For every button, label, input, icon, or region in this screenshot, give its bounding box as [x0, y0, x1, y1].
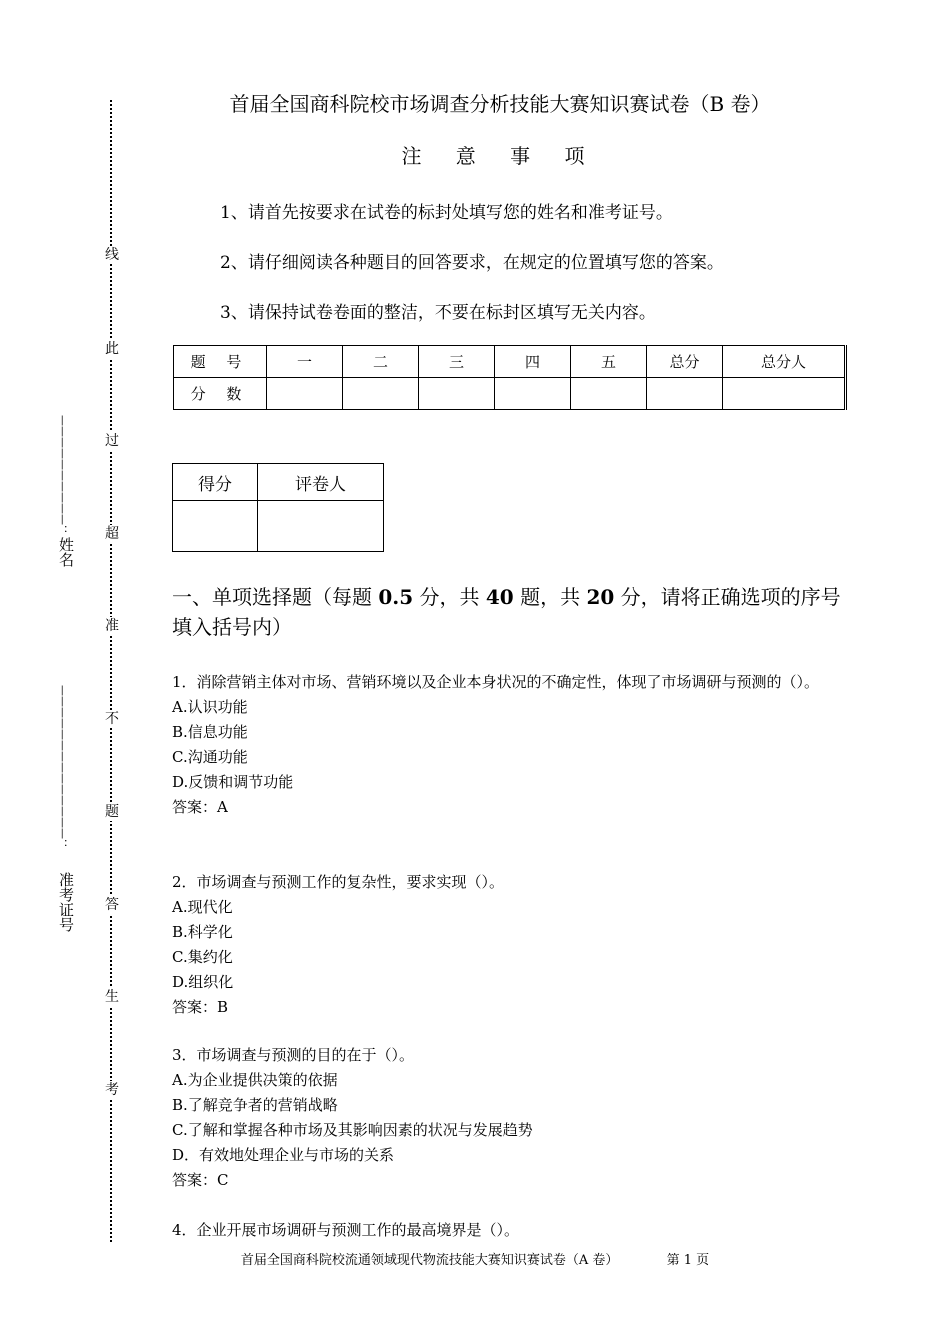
score-table-header-row [174, 346, 846, 378]
grader-name-cell[interactable] [258, 501, 384, 552]
section-heading-text: 分，请将正确选项的序号填入括号内） [172, 585, 841, 639]
score-cell[interactable] [647, 378, 723, 410]
question-2 [172, 870, 852, 1020]
option: D.组织化 [172, 973, 234, 991]
section-total-points: 20 [586, 585, 615, 609]
question-stem: 4．企业开展市场调研与预测工作的最高境界是（）。 [172, 1221, 520, 1239]
option: D.反馈和调节功能 [172, 773, 294, 791]
seal-char: 不 [105, 711, 119, 727]
score-table [173, 345, 847, 410]
notice-rule: 1、请首先按要求在试卷的标封处填写您的姓名和准考证号。 [220, 203, 673, 223]
score-header-cell: 总分 [647, 346, 723, 378]
score-row-label: 分 数 [174, 378, 267, 410]
score-cell[interactable] [343, 378, 419, 410]
question-stem: 1．消除营销主体对市场、营销环境以及企业本身状况的不确定性，体现了市场调研与预测的（）。 [172, 673, 820, 691]
name-label: 姓名 [57, 537, 75, 567]
seal-char: 生 [105, 989, 119, 1005]
answer: 答案：C [172, 1171, 229, 1189]
section-heading-text: 分，共 [413, 585, 486, 609]
section-heading-text: 题，共 [513, 585, 587, 609]
question-3 [172, 1043, 852, 1193]
score-cell[interactable] [571, 378, 647, 410]
score-cell[interactable] [495, 378, 571, 410]
score-table-value-row [174, 378, 846, 410]
score-header-cell: 题 号 [174, 346, 267, 378]
option: B.科学化 [172, 923, 233, 941]
seal-dotted-line [110, 100, 112, 1242]
option: C.了解和掌握各种市场及其影响因素的状况与发展趋势 [172, 1121, 533, 1139]
page-number: 第 1 页 [666, 1253, 710, 1268]
question-stem: 2．市场调查与预测工作的复杂性，要求实现（）。 [172, 873, 505, 891]
exam-id-underline: ——————————————： [56, 685, 69, 850]
score-header-cell: 二 [343, 346, 419, 378]
grader-score-cell[interactable] [173, 501, 258, 552]
seal-char: 准 [105, 618, 119, 634]
seal-char: 题 [105, 804, 119, 820]
grader-label: 评卷人 [258, 464, 384, 501]
option: C.沟通功能 [172, 748, 248, 766]
section-heading-text: 一、单项选择题（每题 [172, 585, 379, 609]
notice-rule: 3、请保持试卷卷面的整洁，不要在标封区填写无关内容。 [220, 303, 656, 323]
option: A.现代化 [172, 898, 233, 916]
name-underline: ——————————： [56, 415, 69, 536]
seal-char: 此 [105, 341, 119, 357]
section-points-per-question: 0.5 [378, 585, 414, 609]
page-footer [0, 1249, 950, 1268]
score-header-cell: 一 [267, 346, 343, 378]
question-stem: 3．市场调查与预测的目的在于（）。 [172, 1046, 415, 1064]
grader-score-label: 得分 [173, 464, 258, 501]
grader-table [172, 463, 384, 552]
notice-rule: 2、请仔细阅读各种题目的回答要求，在规定的位置填写您的答案。 [220, 253, 724, 273]
option: B.了解竞争者的营销战略 [172, 1096, 338, 1114]
score-header-cell: 四 [495, 346, 571, 378]
exam-id-label: 准考证号 [57, 872, 75, 932]
score-header-cell: 三 [419, 346, 495, 378]
option: B.信息功能 [172, 723, 248, 741]
option: D．有效地处理企业与市场的关系 [172, 1146, 395, 1164]
seal-char: 答 [105, 897, 119, 913]
answer: 答案：A [172, 798, 228, 816]
seal-char: 过 [105, 433, 119, 449]
notice-title: 注 意 事 项 [401, 144, 599, 168]
option: A.认识功能 [172, 698, 248, 716]
seal-char: 考 [105, 1082, 119, 1098]
footer-text: 首届全国商科院校流通领域现代物流技能大赛知识赛试卷（A 卷） [240, 1253, 619, 1268]
option: C.集约化 [172, 948, 233, 966]
seal-char: 线 [105, 247, 119, 263]
score-header-cell: 总分人 [723, 346, 846, 378]
answer: 答案：B [172, 998, 229, 1016]
score-cell[interactable] [723, 378, 846, 410]
seal-char: 超 [105, 526, 119, 542]
score-cell[interactable] [419, 378, 495, 410]
question-4 [172, 1218, 852, 1243]
section-heading [172, 582, 852, 642]
exam-title: 首届全国商科院校市场调查分析技能大赛知识赛试卷（B 卷） [229, 92, 771, 116]
question-1 [172, 670, 852, 820]
score-header-cell: 五 [571, 346, 647, 378]
score-cell[interactable] [267, 378, 343, 410]
option: A.为企业提供决策的依据 [172, 1071, 338, 1089]
section-question-count: 40 [485, 585, 514, 609]
